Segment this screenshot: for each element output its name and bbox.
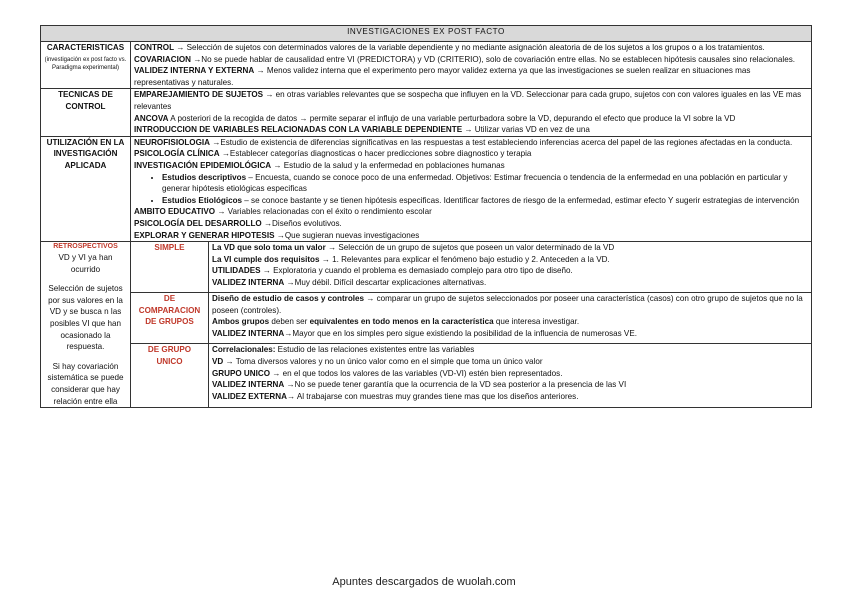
control-content (131, 89, 812, 136)
simple-label: SIMPLE (131, 242, 209, 293)
simple-vd: La VD que solo toma un valor → Selección de un grupo de sujetos que poseen un valor determinado de la VD (212, 243, 615, 253)
comparison-validity: VALIDEZ INTERNA→Mayor que en los simples pero sigue existiendo la posibilidad de la influencia de numerosas VE. (212, 329, 637, 339)
characteristics-label-cell (41, 42, 131, 89)
footer-text: Apuntes descargados de wuolah.com (332, 576, 516, 588)
single-external-validity: VALIDEZ EXTERNA→ Al trabajarse con muestras muy grandes tiene mas que los diseños anteriores. (212, 391, 579, 401)
simple-uses: UTILIDADES → Exploratoria y cuando el problema es demasiado complejo para otro tipo de diseño. (212, 266, 573, 276)
applied-label: UTILIZACIÓN EN LA INVESTIGACIÓN APLICADA (41, 136, 131, 241)
comparison-cases-controls: Diseño de estudio de casos y controles → comparar un grupo de sujetos seleccionados por poseer una característica (casos) con otro grupo de sujetos que no la poseen (controles). (212, 294, 803, 315)
epidemiology-list (134, 172, 808, 207)
list-item: • Estudios Etiológicos – se conoce bastante y se tienen hipótesis especificas. Identificar factores de riesgo de la enfermedad, estimar efecto Y sugerir estrategias de intervención (162, 195, 808, 207)
comparison-content (209, 293, 812, 344)
ex-post-facto-table (40, 25, 812, 408)
simple-content (209, 242, 812, 293)
retrospective-cell (41, 242, 131, 408)
single-correlational: Correlacionales: Estudio de las relaciones existentes entre las variables (212, 345, 475, 355)
retrospective-line2: Selección de sujetos por sus valores en la VD y se busca n las posibles VI que han ocasionado la respuesta. (48, 284, 123, 352)
list-item: • Estudios descriptivos – Encuesta, cuando se conoce poco de una enfermedad. Objetivos: Estimar frecuencia o tendencia de la enfermedad en una población en particular y generar hipótesis etiológicas especificas (162, 172, 808, 195)
single-vd: VD → Toma diversos valores y no un único valor como en el simple que toma un único valor (212, 357, 543, 367)
comparison-both-groups: Ambos grupos deben ser equivalentes en todo menos en la característica que interesa investigar. (212, 317, 580, 327)
simple-vi: La VI cumple dos requisitos → 1. Relevantes para explicar el fenómeno bajo estudio y 2. Anteceden a la VD. (212, 254, 610, 264)
control-matching: EMPAREJAMIENTO DE SUJETOS → en otras variables relevantes que se sospecha que influyen en la VD. Seleccionar para cada grupo, sujetos con con valores iguales en las VE mas relevantes (134, 90, 802, 111)
applied-content (131, 136, 812, 241)
control-related-variables: INTRODUCCION DE VARIABLES RELACIONADAS CON LA VARIABLE DEPENDIENTE → Utilizar varias VD en vez de una (134, 125, 590, 135)
single-group-label: DE GRUPO UNICO (131, 344, 209, 408)
single-group: GRUPO UNICO → en el que todos los valores de las variables (VD-VI) estén bien representados. (212, 368, 563, 378)
characteristics-sublabel: (investigación ex post facto vs. Paradigma experimental) (44, 56, 127, 71)
characteristics-control: CONTROL → Selección de sujetos con determinados valores de la variable dependiente y no mediante asignación aleatoria de de los sujetos a los grupos o a los tratamientos. (134, 43, 765, 52)
simple-validity: VALIDEZ INTERNA →Muy débil. Difícil descartar explicaciones alternativas. (212, 277, 487, 287)
retrospective-line3: Si hay covariación sistemática se puede considerar que hay relación entre ella (47, 361, 124, 406)
characteristics-validity: VALIDEZ INTERNA Y EXTERNA → Menos validez interna que el experimento pero mayor validez externa ya que las investigaciones se suelen realizar en situaciones mas representativas y naturales. (134, 66, 751, 87)
characteristics-covariation: COVARIACION →No se puede hablar de causalidad entre VI (PREDICTORA) y VD (CRITERIO), solo de covariación entre ellas. No se establecen hipótesis causales sino relacionales. (134, 54, 795, 64)
applied-neuro: NEUROFISIOLOGIA →Estudio de existencia de diferencias significativas en las respuestas a test estableciendo inferencias acerca del papel de las regiones afectadas en la conducta. (134, 137, 793, 147)
characteristics-label: CARACTERISTICAS (46, 43, 125, 52)
characteristics-content (131, 42, 812, 89)
control-label: TECNICAS DE CONTROL (41, 89, 131, 136)
applied-explore: EXPLORAR Y GENERAR HIPOTESIS →Que sugieran nuevas investigaciones (134, 230, 420, 240)
applied-epidemiology: INVESTIGACIÓN EPIDEMIOLÓGICA → Estudio de la salud y la enfermedad en poblaciones humanas (134, 160, 505, 170)
retrospective-title: RETROSPECTIVOS (53, 243, 118, 251)
comparison-label: DE COMPARACION DE GRUPOS (131, 293, 209, 344)
table-title: INVESTIGACIONES EX POST FACTO (41, 26, 812, 42)
applied-education: AMBITO EDUCATIVO → Variables relacionadas con el éxito o rendimiento escolar (134, 207, 432, 217)
retrospective-line1: VD y VI ya han ocurrido (58, 253, 113, 274)
single-group-content (209, 344, 812, 408)
control-ancova: ANCOVA A posteriori de la recogida de datos → permite separar el influjo de una variable perturbadora sobre la VD, depurando el efecto que produce la VI sobre la VD (134, 113, 736, 123)
applied-development: PSICOLOGÍA DEL DESARROLLO →Diseños evolutivos. (134, 218, 342, 228)
single-internal-validity: VALIDEZ INTERNA →No se puede tener garantía que la ocurrencia de la VD sea posterior a la presencia de las VI (212, 380, 627, 390)
applied-clinical: PSICOLOGÍA CLÍNICA →Establecer categorías diagnosticas o hacer predicciones sobre diagnostico y terapia (134, 149, 532, 159)
